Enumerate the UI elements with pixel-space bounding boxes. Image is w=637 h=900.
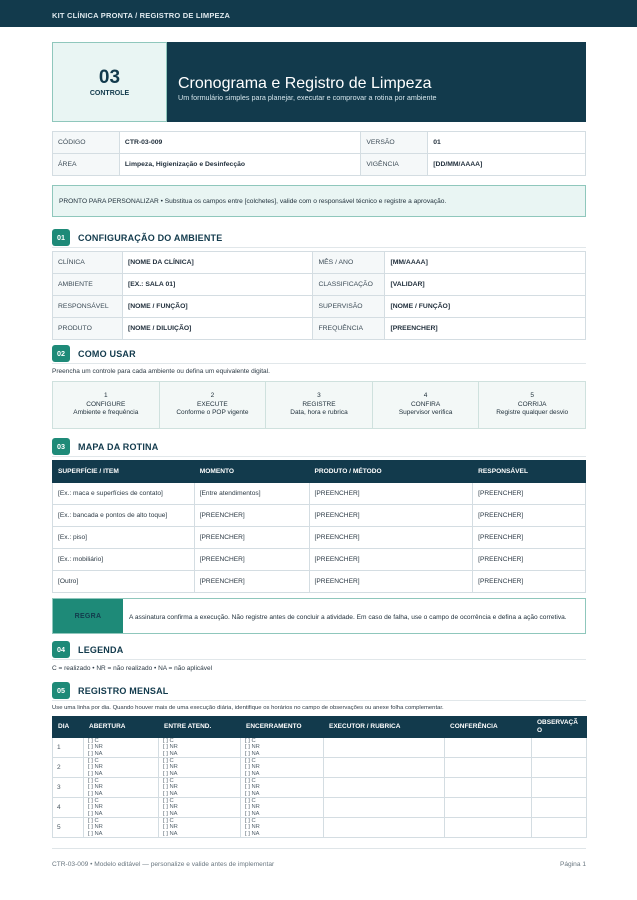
status-options	[163, 818, 236, 836]
column-header: EXECUTOR / RUBRICA	[324, 717, 445, 738]
status-option[interactable]: [ ] C	[163, 818, 174, 825]
validity-label: VIGÊNCIA	[361, 154, 428, 176]
table-cell[interactable]: [Ex.: bancada e pontos de alto toque]	[53, 505, 195, 527]
responsible-value[interactable]: [NOME / FUNÇÃO]	[122, 296, 313, 318]
code-value[interactable]: CTR-03-009	[119, 132, 360, 154]
day-cell: 1	[53, 738, 84, 758]
frequency-label: FREQUÊNCIA	[313, 318, 385, 340]
status-option[interactable]: [ ] C	[88, 798, 99, 805]
product-label: PRODUTO	[53, 318, 123, 340]
status-option[interactable]: [ ] NA	[88, 830, 103, 837]
status-option[interactable]: [ ] C	[163, 758, 174, 765]
column-header: SUPERFÍCIE / ITEM	[53, 461, 195, 483]
responsible-label: RESPONSÁVEL	[53, 296, 123, 318]
status-option[interactable]: [ ] NR	[163, 804, 178, 811]
monthly-log-body	[53, 738, 587, 838]
environment-value[interactable]: [EX.: SALA 01]	[122, 274, 313, 296]
status-option[interactable]: [ ] NR	[245, 824, 260, 831]
status-options	[245, 738, 319, 756]
status-option[interactable]: [ ] C	[245, 818, 256, 825]
step-number: 2	[210, 392, 215, 400]
table-header-row	[53, 717, 587, 738]
monthly-log-table	[52, 716, 587, 838]
observation-cell[interactable]	[532, 798, 587, 818]
column-header: ABERTURA	[84, 717, 159, 738]
howto-intro: Preencha um controle para cada ambiente ou defina um equivalente digital.	[52, 368, 270, 375]
column-header: OBSERVAÇÃO	[532, 717, 587, 738]
environment-config-table	[52, 251, 586, 340]
executor-signature-cell[interactable]	[324, 758, 445, 778]
status-options	[163, 778, 236, 796]
step-check	[373, 382, 480, 428]
classification-value[interactable]: [VALIDAR]	[385, 274, 586, 296]
section-header-monthly	[52, 681, 586, 701]
status-options	[88, 798, 154, 816]
section-header-routine	[52, 437, 586, 457]
status-option[interactable]: [ ] NR	[88, 784, 103, 791]
table-cell[interactable]: [PREENCHER]	[309, 549, 473, 571]
table-cell[interactable]: [Outro]	[53, 571, 195, 593]
area-value[interactable]: Limpeza, Higienização e Desinfecção	[119, 154, 360, 176]
status-checkbox-cell[interactable]	[159, 738, 241, 758]
table-cell[interactable]: [PREENCHER]	[473, 549, 586, 571]
month-year-value[interactable]: [MM/AAAA]	[385, 252, 586, 274]
frequency-value[interactable]: [PREENCHER]	[385, 318, 586, 340]
table-cell[interactable]: [PREENCHER]	[194, 549, 309, 571]
log-row	[53, 738, 587, 758]
table-row	[53, 318, 586, 340]
status-checkbox-cell[interactable]	[84, 818, 159, 838]
status-options	[88, 738, 154, 756]
clinic-label: CLÍNICA	[53, 252, 123, 274]
column-header: CONFERÊNCIA	[445, 717, 532, 738]
step-configure	[53, 382, 160, 428]
status-option[interactable]: [ ] NR	[88, 804, 103, 811]
document-number: 03	[98, 66, 121, 88]
status-option[interactable]: [ ] C	[88, 738, 99, 745]
status-option[interactable]: [ ] C	[163, 778, 174, 785]
step-desc: Conforme o POP vigente	[176, 409, 249, 417]
status-option[interactable]: [ ] NA	[163, 770, 178, 777]
status-checkbox-cell[interactable]	[159, 798, 241, 818]
status-option[interactable]: [ ] NA	[245, 810, 260, 817]
day-cell: 5	[53, 818, 84, 838]
column-header: MOMENTO	[194, 461, 309, 483]
step-number: 5	[530, 392, 534, 400]
status-options	[163, 758, 236, 776]
table-cell[interactable]: [PREENCHER]	[309, 527, 473, 549]
status-option[interactable]: [ ] C	[88, 758, 99, 765]
status-option[interactable]: [ ] NR	[245, 804, 260, 811]
month-year-label: MÊS / ANO	[313, 252, 385, 274]
status-checkbox-cell[interactable]	[241, 818, 324, 838]
validity-value[interactable]: [DD/MM/AAAA]	[428, 154, 586, 176]
table-cell[interactable]: [PREENCHER]	[194, 571, 309, 593]
step-title: EXECUTE	[197, 400, 228, 408]
section-title: CONFIGURAÇÃO DO AMBIENTE	[78, 232, 223, 243]
section-title: MAPA DA ROTINA	[78, 441, 159, 452]
status-options	[245, 778, 319, 796]
column-header: RESPONSÁVEL	[473, 461, 586, 483]
section-title: LEGENDA	[78, 644, 124, 655]
status-option[interactable]: [ ] C	[163, 798, 174, 805]
step-title: REGISTRE	[302, 400, 336, 408]
status-checkbox-cell[interactable]	[241, 758, 324, 778]
footer-text: CTR-03-009 • Modelo editável — personalize e valide antes de implementar	[52, 861, 275, 868]
status-checkbox-cell[interactable]	[84, 738, 159, 758]
status-options	[245, 818, 319, 836]
log-row	[53, 758, 587, 778]
version-label: VERSÃO	[361, 132, 428, 154]
step-desc: Supervisor verifica	[398, 409, 453, 417]
status-option[interactable]: [ ] NA	[245, 790, 260, 797]
status-option[interactable]: [ ] NA	[245, 770, 260, 777]
rule-tag: REGRA	[53, 599, 123, 633]
table-cell[interactable]: [PREENCHER]	[309, 505, 473, 527]
executor-signature-cell[interactable]	[324, 798, 445, 818]
clinic-value[interactable]: [NOME DA CLÍNICA]	[122, 252, 313, 274]
document-info-table	[52, 131, 586, 176]
status-checkbox-cell[interactable]	[241, 798, 324, 818]
status-checkbox-cell[interactable]	[159, 778, 241, 798]
customization-note: PRONTO PARA PERSONALIZAR • Substitua os campos entre [colchetes], valide com o responsável técnico e registre a aprovação.	[52, 185, 586, 217]
step-title: CORRIJA	[517, 400, 547, 408]
log-row	[53, 778, 587, 798]
monthly-intro: Use uma linha por dia. Quando houver mais de uma execução diária, identifique os horários no campo de observações ou anexe folha complementar.	[52, 705, 444, 711]
step-desc: Ambiente e frequência	[73, 409, 139, 417]
status-option[interactable]: [ ] C	[163, 738, 174, 745]
status-option[interactable]: [ ] C	[88, 818, 99, 825]
status-option[interactable]: [ ] NA	[88, 770, 103, 777]
rule-text: A assinatura confirma a execução. Não registre antes de concluir a atividade. Em caso de falha, use o campo de ocorrência e defina a ação corretiva.	[129, 614, 567, 621]
page-title: Cronograma e Registro de Limpeza	[178, 75, 432, 92]
section-title: REGISTRO MENSAL	[78, 685, 169, 696]
log-row	[53, 818, 587, 838]
section-header-config	[52, 228, 586, 248]
section-header-legend	[52, 640, 586, 660]
table-cell[interactable]: [PREENCHER]	[194, 527, 309, 549]
column-header: ENTRE ATEND.	[159, 717, 241, 738]
top-bar: KIT CLÍNICA PRONTA / REGISTRO DE LIMPEZA	[0, 0, 637, 27]
status-option[interactable]: [ ] NA	[163, 790, 178, 797]
document-type-label: CONTROLE	[89, 89, 130, 97]
table-row	[53, 154, 586, 176]
table-cell[interactable]: [Ex.: maca e superfícies de contato]	[53, 483, 195, 505]
environment-label: AMBIENTE	[53, 274, 123, 296]
step-desc: Registre qualquer desvio	[496, 409, 569, 417]
table-cell[interactable]: [PREENCHER]	[309, 483, 473, 505]
verification-cell[interactable]	[445, 818, 532, 838]
section-number: 05	[52, 682, 70, 699]
status-option[interactable]: [ ] NR	[245, 764, 260, 771]
status-option[interactable]: [ ] NR	[163, 784, 178, 791]
day-cell: 2	[53, 758, 84, 778]
status-option[interactable]: [ ] C	[245, 798, 256, 805]
product-value[interactable]: [NOME / DILUIÇÃO]	[122, 318, 313, 340]
status-option[interactable]: [ ] NA	[245, 750, 260, 757]
table-row	[53, 549, 586, 571]
status-option[interactable]: [ ] C	[88, 778, 99, 785]
status-option[interactable]: [ ] NR	[88, 824, 103, 831]
table-cell[interactable]: [Entre atendimentos]	[194, 483, 309, 505]
status-option[interactable]: [ ] C	[245, 778, 256, 785]
page-footer	[52, 848, 586, 868]
table-row	[53, 527, 586, 549]
status-checkbox-cell[interactable]	[84, 778, 159, 798]
day-cell: 4	[53, 798, 84, 818]
observation-cell[interactable]	[532, 738, 587, 758]
table-cell[interactable]: [PREENCHER]	[473, 527, 586, 549]
verification-cell[interactable]	[445, 738, 532, 758]
table-cell[interactable]: [Ex.: mobiliário]	[53, 549, 195, 571]
status-options	[163, 798, 236, 816]
table-header-row	[53, 461, 586, 483]
hero-text	[167, 42, 436, 122]
table-row	[53, 571, 586, 593]
status-option[interactable]: [ ] NR	[88, 744, 103, 751]
status-options	[245, 798, 319, 816]
step-title: CONFIRA	[410, 400, 441, 408]
legend-text: C = realizado • NR = não realizado • NA = não aplicável	[52, 665, 213, 672]
page-subtitle: Um formulário simples para planejar, executar e comprovar a rotina por ambiente	[178, 93, 437, 102]
column-header: PRODUTO / MÉTODO	[309, 461, 473, 483]
hero-header	[52, 42, 586, 122]
step-execute	[160, 382, 267, 428]
day-cell: 3	[53, 778, 84, 798]
observation-cell[interactable]	[532, 818, 587, 838]
section-number: 02	[52, 345, 70, 362]
table-cell[interactable]: [PREENCHER]	[194, 505, 309, 527]
status-checkbox-cell[interactable]	[241, 738, 324, 758]
rule-callout	[52, 598, 586, 634]
status-option[interactable]: [ ] NA	[88, 810, 103, 817]
status-checkbox-cell[interactable]	[84, 758, 159, 778]
status-option[interactable]: [ ] NA	[88, 750, 103, 757]
table-row	[53, 132, 586, 154]
observation-cell[interactable]	[532, 758, 587, 778]
document-number-box	[52, 42, 167, 122]
routine-table	[52, 460, 586, 593]
status-option[interactable]: [ ] NR	[245, 744, 260, 751]
status-option[interactable]: [ ] NA	[163, 810, 178, 817]
table-row	[53, 483, 586, 505]
status-option[interactable]: [ ] NR	[88, 764, 103, 771]
status-options	[88, 818, 154, 836]
steps-strip	[52, 381, 586, 429]
column-header: ENCERRAMENTO	[241, 717, 324, 738]
table-cell[interactable]: [PREENCHER]	[473, 571, 586, 593]
status-option[interactable]: [ ] NR	[163, 824, 178, 831]
observation-cell[interactable]	[532, 778, 587, 798]
executor-signature-cell[interactable]	[324, 778, 445, 798]
status-option[interactable]: [ ] NA	[163, 830, 178, 837]
status-options	[163, 738, 236, 756]
log-row	[53, 798, 587, 818]
status-option[interactable]: [ ] NA	[163, 750, 178, 757]
table-row	[53, 296, 586, 318]
status-options	[88, 758, 154, 776]
code-label: CÓDIGO	[53, 132, 120, 154]
status-option[interactable]: [ ] NR	[245, 784, 260, 791]
column-header: DIA	[53, 717, 84, 738]
executor-signature-cell[interactable]	[324, 738, 445, 758]
step-number: 4	[423, 392, 428, 400]
step-number: 1	[103, 392, 108, 400]
step-desc: Data, hora e rubrica	[290, 409, 348, 417]
executor-signature-cell[interactable]	[324, 818, 445, 838]
status-option[interactable]: [ ] C	[245, 758, 256, 765]
table-cell[interactable]: [PREENCHER]	[473, 483, 586, 505]
table-row	[53, 274, 586, 296]
status-checkbox-cell[interactable]	[159, 758, 241, 778]
supervision-value[interactable]: [NOME / FUNÇÃO]	[385, 296, 586, 318]
status-checkbox-cell[interactable]	[159, 818, 241, 838]
verification-cell[interactable]	[445, 758, 532, 778]
area-label: ÁREA	[53, 154, 120, 176]
section-number: 04	[52, 641, 70, 658]
verification-cell[interactable]	[445, 798, 532, 818]
step-number: 3	[317, 392, 321, 400]
classification-label: CLASSIFICAÇÃO	[313, 274, 385, 296]
step-title: CONFIGURE	[86, 400, 126, 408]
section-number: 03	[52, 438, 70, 455]
step-register	[266, 382, 373, 428]
status-option[interactable]: [ ] NA	[88, 790, 103, 797]
verification-cell[interactable]	[445, 778, 532, 798]
table-cell[interactable]: [PREENCHER]	[309, 571, 473, 593]
status-option[interactable]: [ ] C	[245, 738, 256, 745]
status-checkbox-cell[interactable]	[84, 798, 159, 818]
version-value[interactable]: 01	[428, 132, 586, 154]
status-checkbox-cell[interactable]	[241, 778, 324, 798]
step-correct	[479, 382, 585, 428]
table-cell[interactable]: [PREENCHER]	[473, 505, 586, 527]
status-options	[88, 778, 154, 796]
supervision-label: SUPERVISÃO	[313, 296, 385, 318]
section-header-howto	[52, 344, 586, 364]
section-title: COMO USAR	[78, 348, 136, 359]
status-option[interactable]: [ ] NR	[163, 744, 178, 751]
page-number: Página 1	[559, 861, 586, 868]
table-cell[interactable]: [Ex.: piso]	[53, 527, 195, 549]
table-row	[53, 252, 586, 274]
status-option[interactable]: [ ] NR	[163, 764, 178, 771]
status-options	[245, 758, 319, 776]
section-number: 01	[52, 229, 70, 246]
status-option[interactable]: [ ] NA	[245, 830, 260, 837]
table-row	[53, 505, 586, 527]
